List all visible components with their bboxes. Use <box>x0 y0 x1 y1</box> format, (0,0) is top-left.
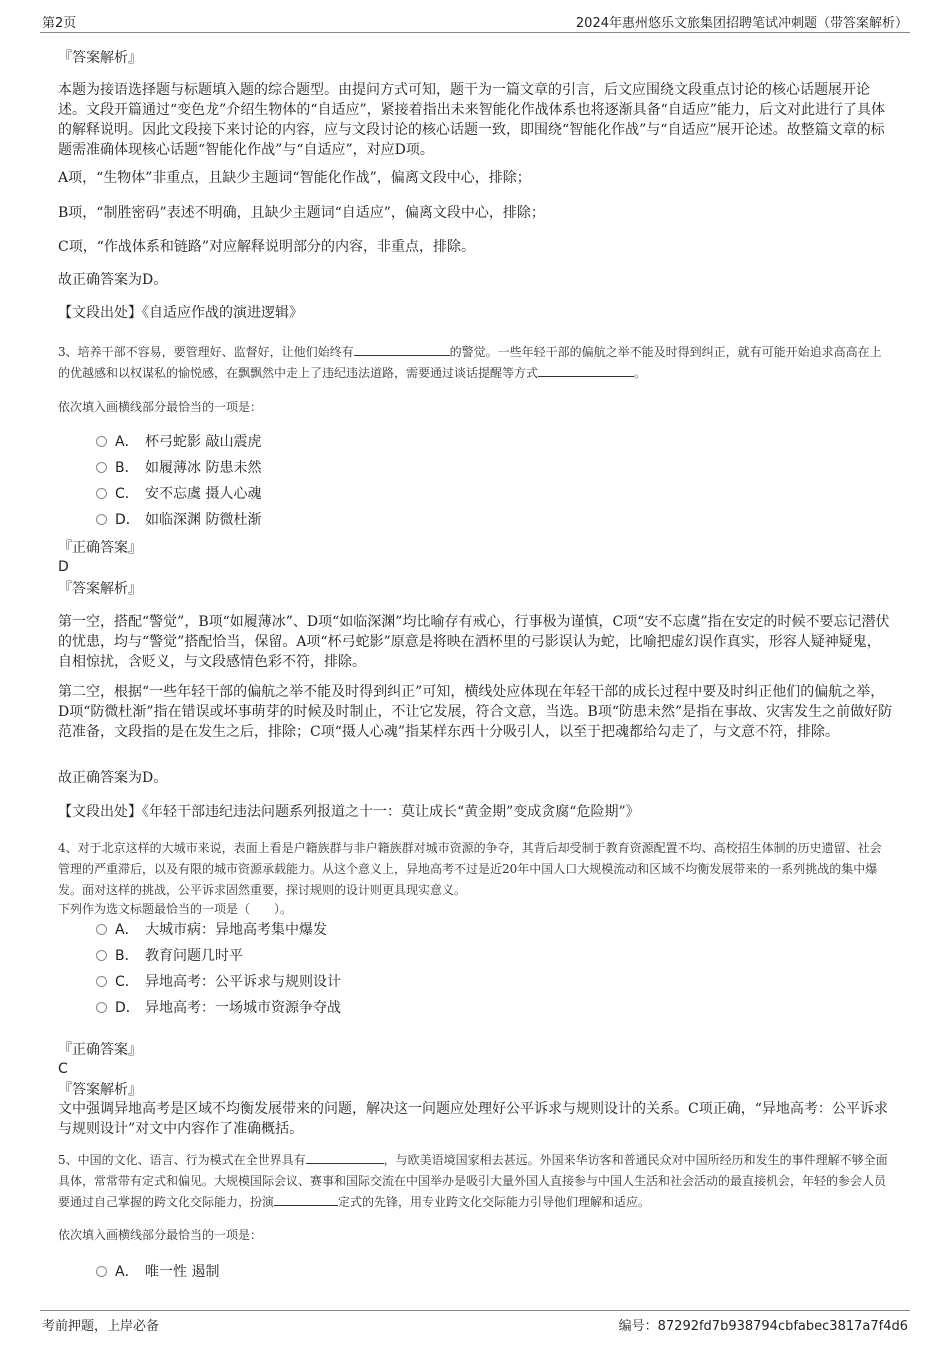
page-number: 第2页 <box>42 16 77 31</box>
q2-analysis-option-c: C项，“作战体系和链路”对应解释说明部分的内容，非重点，排除。 <box>58 239 476 255</box>
q3-option-d[interactable]: D． 如临深渊 防微杜渐 <box>96 510 261 530</box>
q3-option-c[interactable]: C． 安不忘虞 摄人心魂 <box>96 484 261 504</box>
q3-prompt: 依次填入画横线部分最恰当的一项是： <box>58 400 263 414</box>
q3-stem: 3、培养干部不容易，要管理好、监督好，让他们始终有 的警觉。一些年轻干部的偏航之举不能及时得到纠正，就有可能开始追求高高在上的优越感和以权谋私的愉悦感，在飘飘然中走上了违纪违法道路，需要通过谈话提醒等方式 。 <box>58 342 893 384</box>
radio-icon[interactable] <box>96 924 107 935</box>
page-footer <box>40 1310 910 1333</box>
q3-conclusion: 故正确答案为D。 <box>58 770 168 786</box>
q3-source: 【文段出处】《年轻干部违纪违法问题系列报道之十一：莫让成长“黄金期”变成贪腐“危险期”》 <box>58 804 640 820</box>
q2-source: 【文段出处】《自适应作战的演进逻辑》 <box>58 305 303 321</box>
q3-option-a[interactable]: A． 杯弓蛇影 敲山震虎 <box>96 432 261 452</box>
q3-analysis-p2: 第二空，根据“一些年轻干部的偏航之举不能及时得到纠正”可知，横线处应体现在年轻干部的成长过程中要及时纠正他们的偏航之举，D项“防微杜渐”指在错误或坏事萌芽的时候及时制止，不让它发展，符合文意，当选。B项“防患未然”是指在事故、灾害发生之前做好防范准备，文段指的是在发生之后，排除；C项“摄人心魂”指某样东西十分吸引人，以至于把魂都给勾走了，与文意不符，排除。 <box>58 684 893 740</box>
page-header <box>40 10 910 33</box>
q2-conclusion: 故正确答案为D。 <box>58 272 168 288</box>
q4-option-c[interactable]: C． 异地高考：公平诉求与规则设计 <box>96 972 341 992</box>
radio-icon[interactable] <box>96 976 107 987</box>
q2-analysis-paragraph: 本题为接语选择题与标题填入题的综合题型。由提问方式可知，题干为一篇文章的引言，后文应围绕文段重点讨论的核心话题展开论述。文段开篇通过“变色龙”介绍生物体的“自适应”，紧接着指出未来智能化作战体系也将逐渐具备“自适应”能力，后文对此进行了具体的解释说明。因此文段接下来讨论的内容，应与文段讨论的核心话题一致，即围绕“智能化作战”与“自适应”展开论述。故整篇文章的标题需准确体现核心话题“智能化作战”与“自适应”，对应D项。 <box>58 82 885 158</box>
q3-answer: D <box>58 559 69 575</box>
radio-icon[interactable] <box>96 488 107 499</box>
q5-stem: 5、中国的文化、语言、行为模式在全世界具有 ，与欧美语境国家相去甚远。外国来华访客和普通民众对中国所经历和发生的事件理解不够全面具体，常常带有定式和偏见。大规模国际会议、赛事和国际交流在中国举办是吸引大量外国人直接参与中国人生活和社会活动的最直接机会，年轻的参会人员要通过自己掌握的跨文化交际能力，扮演 定式的先锋，用专业跨文化交际能力引导他们理解和适应。 <box>58 1150 893 1213</box>
q5-prompt: 依次填入画横线部分最恰当的一项是： <box>58 1228 263 1242</box>
analysis-label: 『答案解析』 <box>58 581 142 597</box>
q5-option-a[interactable]: A． 唯一性 遏制 <box>96 1262 219 1282</box>
q4-stem: 4、对于北京这样的大城市来说，表面上看是户籍族群与非户籍族群对城市资源的争夺，其背后却受制于教育资源配置不均、高校招生体制的历史遗留、社会管理的严重滞后，以及有限的城市资源承载能力。从这个意义上，异地高考不过是近20年中国人口大规模流动和区域不均衡发展带来的一系列挑战的集中爆发。面对这样的挑战，公平诉求固然重要，探讨规则的设计则更具现实意义。 <box>58 841 882 897</box>
q4-option-a[interactable]: A． 大城市病：异地高考集中爆发 <box>96 920 327 940</box>
q3-analysis-p1: 第一空，搭配“警觉”，B项“如履薄冰”、D项“如临深渊”均比喻存有戒心，行事极为谨慎，C项“安不忘虞”指在安定的时候不要忘记潜伏的忧患，均与“警觉”搭配恰当，保留。A项“杯弓蛇影”原意是将映在酒杯里的弓影误认为蛇，比喻把虚幻误作真实，形容人疑神疑鬼，自相惊扰，含贬义，与文段感情色彩不符，排除。 <box>58 614 890 670</box>
radio-icon[interactable] <box>96 1002 107 1013</box>
footer-slogan: 考前押题，上岸必备 <box>42 1319 160 1334</box>
radio-icon[interactable] <box>96 1266 107 1277</box>
q4-analysis: 文中强调异地高考是区域不均衡发展带来的问题，解决这一问题应处理好公平诉求与规则设计的关系。C项正确，“异地高考：公平诉求与规则设计”对文中内容作了准确概括。 <box>58 1101 888 1137</box>
radio-icon[interactable] <box>96 950 107 961</box>
q4-answer: C <box>58 1061 68 1077</box>
answer-label: 『正确答案』 <box>58 540 142 556</box>
q4-option-b[interactable]: B． 教育问题几时平 <box>96 946 243 966</box>
radio-icon[interactable] <box>96 462 107 473</box>
q2-analysis-option-a: A项，“生物体”非重点，且缺少主题词“智能化作战”，偏离文段中心，排除； <box>58 170 531 186</box>
document-code: 编号：87292fd7b938794cbfabec3817a7f4d6 <box>618 1319 908 1334</box>
document-title: 2024年惠州悠乐文旅集团招聘笔试冲刺题（带答案解析） <box>575 16 908 31</box>
analysis-label: 『答案解析』 <box>58 50 142 66</box>
q2-analysis-option-b: B项，“制胜密码”表述不明确，且缺少主题词“自适应”，偏离文段中心，排除； <box>58 205 545 221</box>
q4-prompt: 下列作为选文标题最恰当的一项是（ ）。 <box>58 902 293 916</box>
radio-icon[interactable] <box>96 436 107 447</box>
q4-option-d[interactable]: D． 异地高考：一场城市资源争夺战 <box>96 998 341 1018</box>
q3-option-b[interactable]: B． 如履薄冰 防患未然 <box>96 458 261 478</box>
radio-icon[interactable] <box>96 514 107 525</box>
analysis-label: 『答案解析』 <box>58 1082 142 1098</box>
answer-label: 『正确答案』 <box>58 1042 142 1058</box>
